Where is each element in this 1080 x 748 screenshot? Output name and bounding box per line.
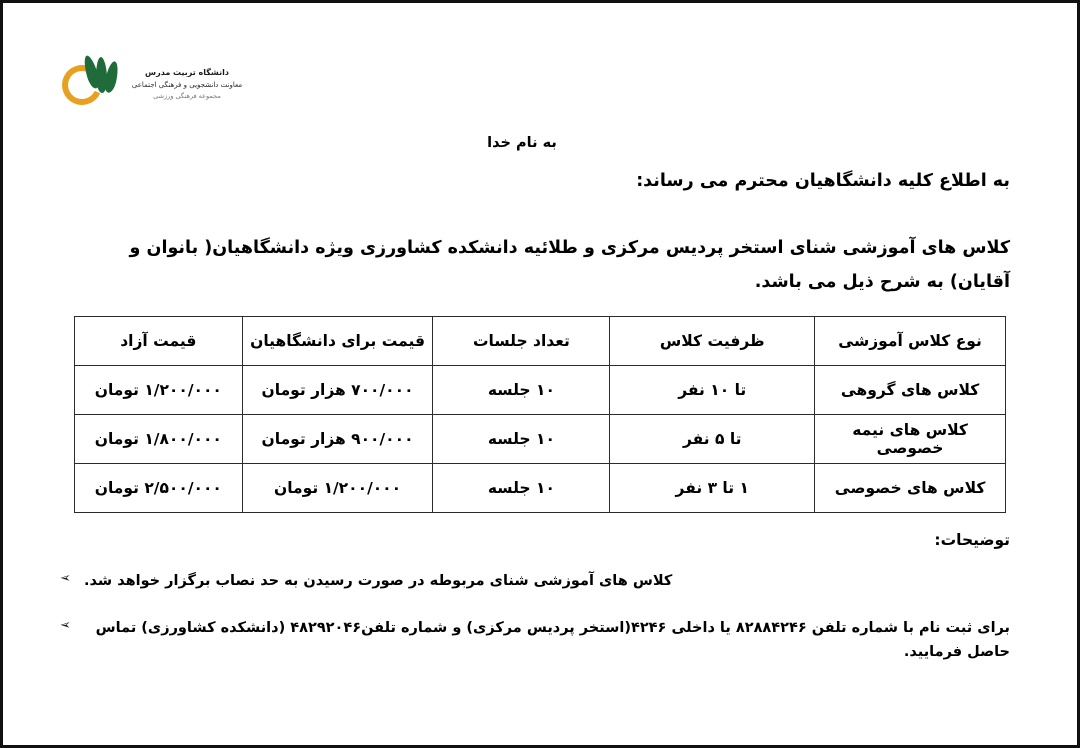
cell-class-type: کلاس های نیمه خصوصی: [815, 415, 1006, 464]
announcement-salutation: به اطلاع کلیه دانشگاهیان محترم می رساند:: [636, 171, 1010, 191]
table-row: [75, 464, 1006, 513]
list-item: [60, 569, 1010, 594]
column-header-capacity: ظرفیت کلاس: [610, 317, 815, 366]
pricing-table-wrapper: [74, 316, 1006, 513]
notes-section: [60, 531, 1010, 687]
basmala-text: به نام خدا: [487, 135, 557, 151]
note-text: برای ثبت نام با شماره تلفن ۸۲۸۸۴۲۴۶ یا داخلی ۴۲۴۶(استخر پردیس مرکزی) و شماره تلفن۴۸۲۹۲۰۴۶ (دانشکده کشاورزی) تماس حاصل فرمایید.: [95, 619, 1010, 661]
logo-text-block: [128, 67, 246, 100]
cell-capacity: تا ۱۰ نفر: [610, 366, 815, 415]
logo-line-3: مجموعه فرهنگی ورزشی: [153, 91, 221, 100]
table-header-row: [75, 317, 1006, 366]
column-header-price-university: قیمت برای دانشگاهیان: [242, 317, 433, 366]
table-row: [75, 415, 1006, 464]
cell-price-free: ۲/۵۰۰/۰۰۰ تومان: [75, 464, 243, 513]
column-header-sessions: تعداد جلسات: [433, 317, 610, 366]
logo-line-1: دانشگاه تربیت مدرس: [145, 68, 229, 78]
notes-title: توضیحات:: [934, 531, 1010, 549]
cell-price-university: ۹۰۰/۰۰۰ هزار تومان: [242, 415, 433, 464]
cell-class-type: کلاس های گروهی: [815, 366, 1006, 415]
cell-sessions: ۱۰ جلسه: [433, 415, 610, 464]
cell-capacity: تا ۵ نفر: [610, 415, 815, 464]
cell-capacity: ۱ تا ۳ نفر: [610, 464, 815, 513]
cell-sessions: ۱۰ جلسه: [433, 464, 610, 513]
university-emblem-icon: [60, 55, 122, 113]
cell-sessions: ۱۰ جلسه: [433, 366, 610, 415]
column-header-type: نوع کلاس آموزشی: [815, 317, 1006, 366]
note-text: کلاس های آموزشی شنای مربوطه در صورت رسیدن به حد نصاب برگزار خواهد شد.: [84, 573, 673, 589]
logo-line-2: معاونت دانشجویی و فرهنگی اجتماعی: [131, 80, 243, 89]
page-inner: [0, 3, 1080, 745]
table-row: [75, 366, 1006, 415]
cell-class-type: کلاس های خصوصی: [815, 464, 1006, 513]
cell-price-university: ۱/۲۰۰/۰۰۰ تومان: [242, 464, 433, 513]
university-logo: [60, 49, 250, 119]
arrow-bullet-icon: ➢: [60, 617, 71, 633]
cell-price-free: ۱/۸۰۰/۰۰۰ تومان: [75, 415, 243, 464]
cell-price-university: ۷۰۰/۰۰۰ هزار تومان: [242, 366, 433, 415]
arrow-bullet-icon: ➢: [60, 571, 71, 586]
announcement-body: کلاس های آموزشی شنای استخر پردیس مرکزی و طلائیه دانشکده کشاورزی ویژه دانشگاهیان( بانوان و آقایان) به شرح ذیل می باشد.: [129, 238, 1010, 293]
cell-price-free: ۱/۲۰۰/۰۰۰ تومان: [75, 366, 243, 415]
pricing-table: [74, 316, 1006, 513]
list-item: [60, 616, 1010, 665]
column-header-price-free: قیمت آزاد: [75, 317, 243, 366]
